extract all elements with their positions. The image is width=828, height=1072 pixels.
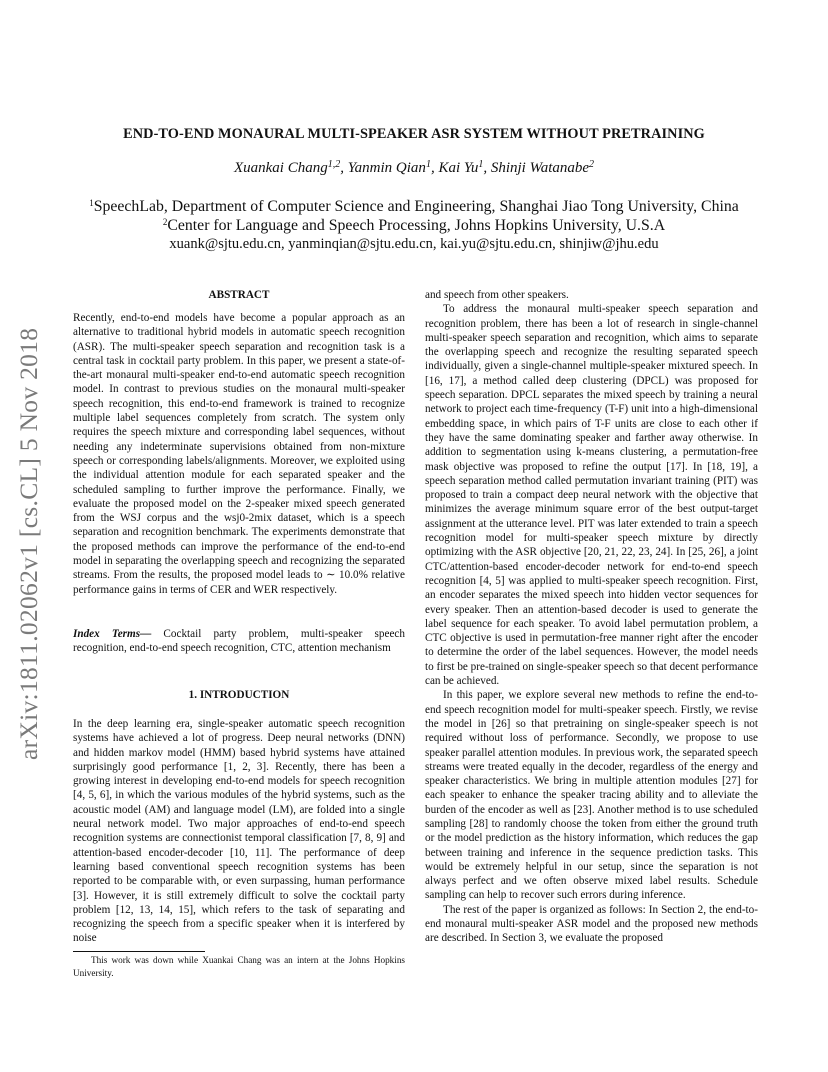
author-list: [40, 160, 788, 177]
index-terms-label: Index Terms—: [73, 628, 152, 640]
footnote-divider: [73, 951, 205, 952]
index-terms-text: Cocktail party problem, multi-speaker speech recognition, end-to-end speech recognition, CTC, attention mechanism: [73, 628, 405, 655]
index-terms: [73, 627, 405, 656]
affiliation-line: [40, 216, 788, 236]
right-column: [425, 288, 758, 946]
footnote: This work was down while Xuankai Chang was an intern at the Johns Hopkins University.: [73, 955, 405, 978]
affiliation-line: [40, 197, 788, 217]
affiliation-mark: 2: [162, 217, 168, 227]
section-heading-introduction: 1. INTRODUCTION: [188, 689, 290, 701]
affiliation-text: SpeechLab, Department of Computer Science and Engineering, Shanghai Jiao Tong University, China: [93, 198, 739, 215]
author-affiliation-mark: 1: [478, 159, 484, 170]
author-separator: ,: [340, 160, 348, 176]
author-name: Xuankai Chang: [233, 160, 328, 176]
author-affiliation-mark: 1: [425, 159, 431, 170]
author-affiliation-mark: 1,2: [327, 159, 341, 170]
author-name: Kai Yu: [438, 160, 479, 176]
abstract-text: Recently, end-to-end models have become a popular approach as an alternative to traditional hybrid models in automatic speech recognition (ASR). The multi-speaker speech separation and recognition task is a central task in cocktail party problem. In this paper, we present a state-of-the-art monaural multi-speaker end-to-end automatic speech recognition model. In contrast to previous studies on the monaural multi-speaker speech recognition, this end-to-end framework is trained to recognize multiple label sequences completely from scratch. The system only requires the speech mixture and corresponding label sequences, without needing any indeterminate supervisions obtained from non-mixture speech or corresponding labels/alignments. Moreover, we exploited using the individual attention module for each separated speaker and the scheduled sampling to further improve the performance. Finally, we evaluate the proposed model on the 2-speaker mixed speech generated from the WSJ corpus and the wsj0-2mix dataset, which is a speech separation and recognition benchmark. The experiments demonstrate that the proposed methods can improve the performance of the end-to-end model in separating the overlapping speech and recognizing the separated streams. From the results, the proposed model leads to ∼ 10.0% relative performance gains in terms of CER and WER respectively.: [73, 312, 405, 596]
affiliation-text: Center for Language and Speech Processing, Johns Hopkins University, U.S.A: [167, 217, 666, 234]
author-separator: ,: [483, 160, 491, 176]
author-name: Shinji Watanabe: [490, 160, 590, 176]
paragraph-organization: The rest of the paper is organized as follows: In Section 2, the end-to-end monaural multi-speaker ASR model and the proposed new methods are described. In Section 3, we evaluate the proposed: [425, 903, 758, 945]
paragraph-continuation: and speech from other speakers.: [425, 289, 569, 301]
introduction-paragraph: In the deep learning era, single-speaker automatic speech recognition systems have achieved a lot of progress. Deep neural networks (DNN) and hidden markov model (HMM) based hybrid systems have attained surprisingly good performance [1, 2, 3]. Recently, there has been a growing interest in developing end-to-end models for speech recognition [4, 5, 6], in which the various modules of the hybrid systems, such as the acoustic model (AM) and language model (LM), are folded into a single neural network model. Two major approaches of end-to-end speech recognition systems are connectionist temporal classification [7, 8, 9] and attention-based encoder-decoder [10, 11]. The performance of deep learning based conventional speech recognition systems has been reported to be comparable with, or even surpassing, human performance [3]. However, it is still extremely difficult to solve the cocktail party problem [12, 13, 14, 15], which refers to the task of separating and recognizing the speech from a specific speaker when it is interfered by noise: [73, 718, 405, 945]
abstract-heading: ABSTRACT: [208, 289, 270, 301]
author-affiliation-mark: 2: [589, 159, 595, 170]
author-emails: xuank@sjtu.edu.cn, yanminqian@sjtu.edu.cn, kai.yu@sjtu.edu.cn, shinjiw@jhu.edu: [169, 236, 659, 252]
paragraph-contributions: In this paper, we explore several new methods to refine the end-to-end speech recognition model for multi-speaker speech. Firstly, we revise the model in [26] so that pretraining on single-speaker speech is not required without loss of performance. Secondly, we propose to use speaker parallel attention modules. In previous work, the separated speech streams were treated equally in the decoder, regardless of the energy and speaker characteristics. We bring in multiple attention modules [27] for each speaker to enhance the speaker tracing ability and to alleviate the burden of the encoder as well as [23]. Another method is to use scheduled sampling [28] to randomly choose the token from either the ground truth or the model prediction as the history information, which reduces the gap between training and inference in the sequence prediction tasks. This would be extremely helpful in our setup, since the separation is not always perfect and we often observe mixed label results. Schedule sampling can help to recover such errors during inference.: [425, 689, 758, 902]
author-name: Yanmin Qian: [347, 160, 426, 176]
paper-title: END-TO-END MONAURAL MULTI-SPEAKER ASR SYSTEM WITHOUT PRETRAINING: [123, 126, 705, 142]
author-separator: ,: [430, 160, 439, 176]
affiliation-mark: 1: [89, 198, 94, 208]
paragraph-related-work: To address the monaural multi-speaker speech separation and recognition problem, there has been a lot of research in single-channel multi-speaker speech separation and recognition, which aims to separate the overlapping speech and recognize the resulting separated speech individually, given a single-channel multiple-speaker mixtured speech. In [16, 17], a method called deep clustering (DPCL) was proposed for speech separation. DPCL separates the mixed speech by training a neural network to project each time-frequency (T-F) unit into a high-dimensional embedding space, in which pairs of T-F units are close to each other if they have the same dominating speaker and farther away otherwise. In addition to segmentation using k-means clustering, a permutation-free mask objective was proposed to refine the output [17]. In [18, 19], a speech separation method called permutation invariant training (PIT) was proposed to train a compact deep neural network with the objective that minimizes the average minimum square error of the best output-target assignment at the utterance level. PIT was later extended to train a speech recognition model for multi-speaker speech mixture by directly optimizing with the ASR objective [20, 21, 22, 23, 24]. In [25, 26], a joint CTC/attention-based encoder-decoder network for end-to-end speech recognition [4, 5] was applied to multi-speaker speech recognition. First, an encoder separates the mixed speech into hidden vector sequences for every speaker. Then an attention-based decoder is used to generate the label sequence for each speaker. To avoid label permutation problem, a CTC objective is used in permutation-free manner right after the encoder to determine the order of the label sequences. However, the model needs to first be pre-trained on single-speaker speech so that decent performance can be achieved.: [425, 303, 758, 688]
arxiv-identifier: arXiv:1811.02062v1 [cs.CL] 5 Nov 2018: [14, 327, 43, 760]
